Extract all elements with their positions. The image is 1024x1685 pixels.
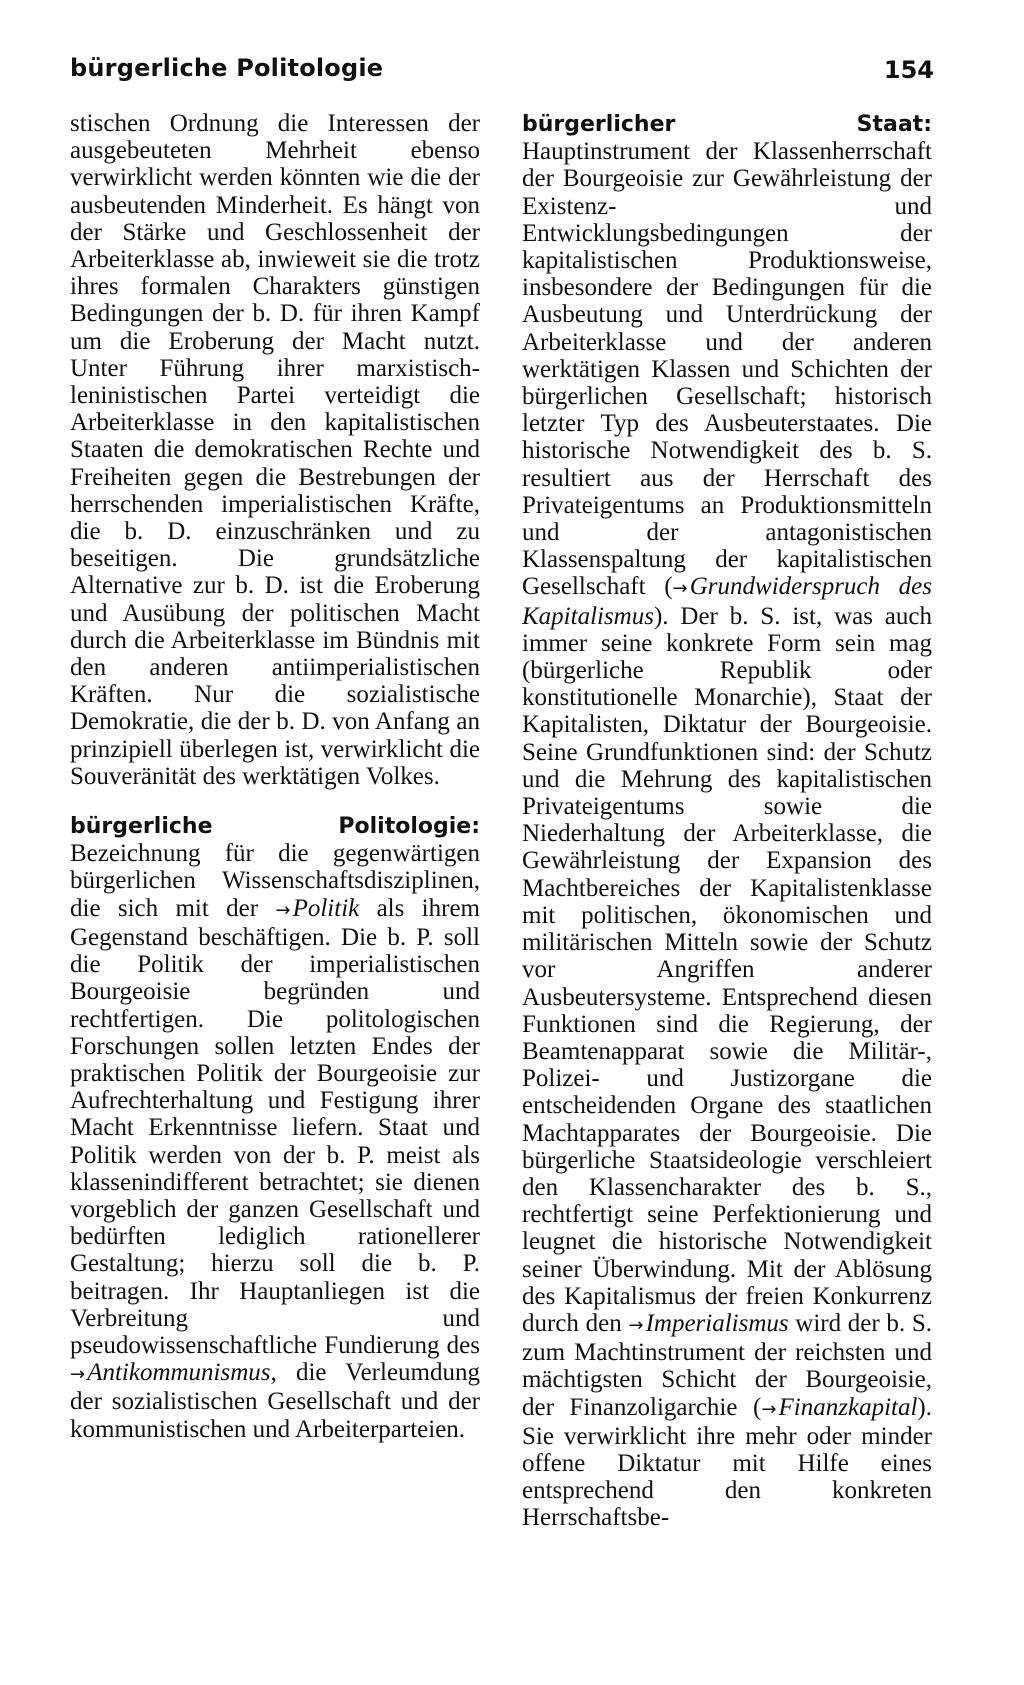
entry-buergerliche-politologie [70, 812, 480, 1443]
running-head: bürgerliche Politologie [70, 54, 384, 82]
cross-reference-imperialismus: Imperialismus [645, 1309, 789, 1337]
cross-reference-antikommunismus: Antikommunismus [87, 1359, 271, 1387]
entry-text: als ihrem Gegenstand beschäftigen. Die b. P. soll die Politik der imperialistischen Bourgeoisie begründen und rechtfertigen. Die politologischen Forschungen sollen letzten Endes der praktischen Politik der Bourgeoisie zur Aufrechterhaltung und Festigung ihrer Macht Erkenntnisse liefern. Staat und Politik werden von der b. P. meist als klassenindifferent betrachtet; sie dienen vorgeblich der ganzen Gesellschaft und bedürften lediglich rationellerer Gestaltung; hierzu soll die b. P. beitragen. Ihr Hauptanliegen ist die Verbreitung und pseudowissenschaftliche Fundierung des [70, 894, 480, 1359]
headword: bürgerliche Politologie: [70, 814, 480, 840]
page-number: 154 [883, 56, 934, 84]
headword: bürgerlicher Staat: [522, 112, 932, 137]
entry-text: , die Verleumdung der sozialistischen Gesellschaft und der kommunistischen und Arbeiterparteien. [70, 1359, 480, 1443]
entry-text: wird der b. S. zum Machtinstrument der reichsten und mächtigsten Schicht der Bourgeoisie, der Finanzoligarchie ( [522, 1309, 932, 1421]
cross-reference-arrow-icon: → [628, 1314, 644, 1336]
cross-reference-finanzkapital: Finanzkapital [778, 1393, 918, 1421]
continuation-paragraph: stischen Ordnung die Interessen der ausgebeuteten Mehrheit ebenso verwirklicht werden könnten wie die der ausbeutenden Minderheit. Es hängt von der Stärke und Geschlossenheit der Arbeiterklasse ab, inwieweit sie die trotz ihres formalen Charakters günstigen Bedingungen der b. D. für ihren Kampf um die Eroberung der Macht nutzt. Unter Führung ihrer marxistisch-leninistischen Partei verteidigt die Arbeiterklasse in den kapitalistischen Staaten die demokratischen Rechte und Freiheiten gegen die Bestrebungen der herrschenden imperialistischen Kräfte, die b. D. einzuschränken und zu beseitigen. Die grundsätzliche Alternative zur b. D. ist die Eroberung und Ausübung der politischen Macht durch die Arbeiterklasse im Bündnis mit den anderen antiimperialistischen Kräften. Nur die sozialistische Demokratie, die der b. D. von Anfang an prinzipiell überlegen ist, verwirklicht die Souveränität des werktätigen Volkes. [70, 110, 480, 790]
cross-reference-arrow-icon: → [672, 578, 688, 600]
entry-text: Hauptinstrument der Klassenherrschaft der Bourgeoisie zur Gewährleistung der Existenz- und Entwicklungsbedingungen der kapitalistischen Produktionsweise, insbesondere der Bedingungen für die Ausbeutung und Unterdrückung der Arbeiterklasse und der anderen werktätigen Klassen und Schichten der bürgerlichen Gesellschaft; historisch letzter Typ des Ausbeuterstaates. Die historische Notwendigkeit des b. S. resultiert aus der Herrschaft des Privateigentums an Produktionsmitteln und der antagonistischen Klassenspaltung der kapitalistischen Gesellschaft ( [522, 138, 932, 601]
cross-reference-grundwiderspruch: Grundwiderspruch des Kapitalismus [522, 573, 932, 630]
entry-text: ). Der b. S. ist, was auch immer seine konkrete Form sein mag (bürgerliche Republik oder konstitutionelle Monarchie), Staat der Kapitalisten, Diktatur der Bourgeoisie. Seine Grundfunktionen sind: der Schutz und die Mehrung des kapitalistischen Privateigentums sowie die Niederhaltung der Arbeiterklasse, die Gewährleistung der Expansion des Machtbereiches der Kapitalistenklasse mit politischen, ökonomischen und militärischen Mitteln sowie der Schutz vor Angriffen anderer Ausbeutersysteme. Entsprechend diesen Funktionen sind die Regierung, der Beamtenapparat sowie die Militär-, Polizei- und Justizorgane die entscheidenden Organe des staatlichen Machtapparates der Bourgeoisie. Die bürgerliche Staatsideologie verschleiert den Klassencharakter des b. S., rechtfertigt seine Perfektionierung und leugnet die historische Notwendigkeit seiner Überwindung. Mit der Ablösung des Kapitalismus der freien Konkurrenz durch den [522, 602, 932, 1337]
left-column [70, 110, 480, 1443]
cross-reference-arrow-icon: → [761, 1398, 777, 1420]
cross-reference-arrow-icon: → [275, 899, 291, 921]
cross-reference-politik: Politik [292, 894, 360, 922]
entry-text: ). Sie verwirklicht ihre mehr oder minder offene Diktatur mit Hilfe eines entsprechend den konkreten Herrschaftsbe- [522, 1393, 932, 1532]
entry-buergerlicher-staat [522, 110, 932, 1532]
entry-text: Bezeichnung für die gegenwärtigen bürgerlichen Wissenschaftsdisziplinen, die sich mit der [70, 840, 480, 922]
cross-reference-arrow-icon: → [70, 1364, 86, 1386]
right-column [522, 110, 932, 1532]
